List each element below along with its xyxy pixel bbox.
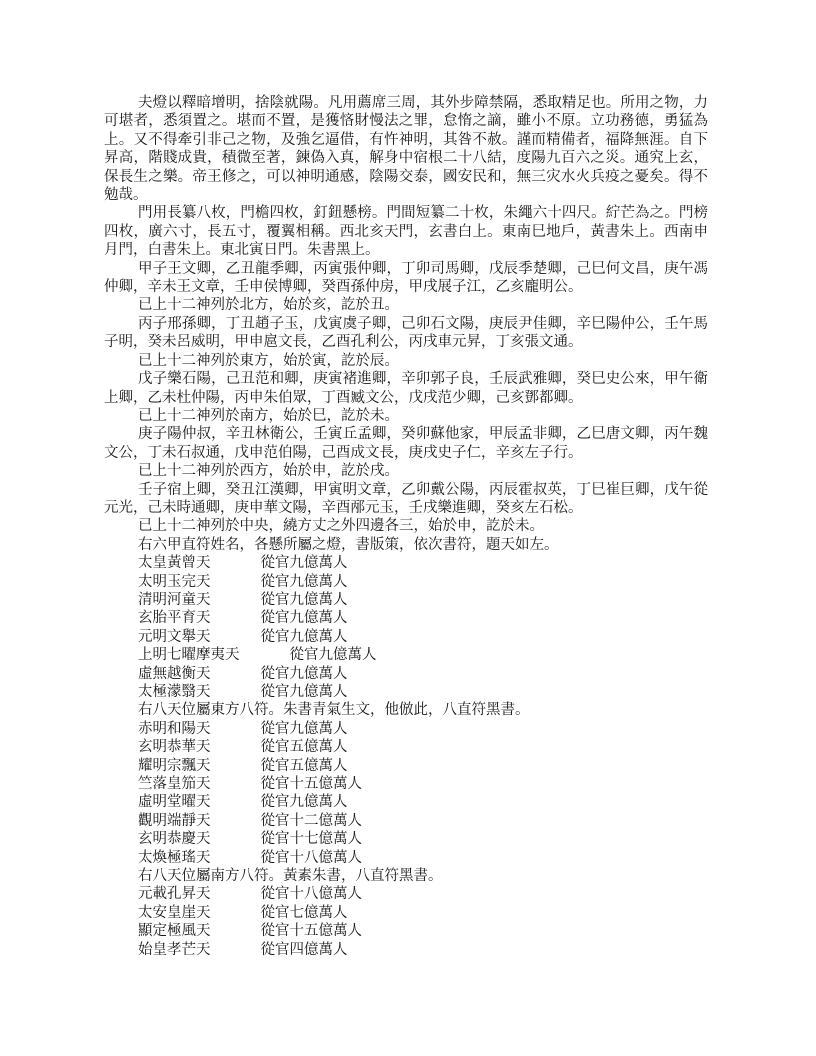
retinue-count: 從官十八億萬人 — [260, 849, 362, 866]
lamp-list-west — [104, 885, 708, 959]
body-paragraph: 已上十二神列於北方，始於亥，訖於丑。 — [138, 297, 399, 314]
heaven-name: 耀明宗飄天 — [138, 757, 211, 774]
lamp-row — [104, 738, 708, 756]
body-paragraph: 壬子宿上卿，癸丑江漢卿，甲寅明文章，乙卯戴公陽，丙辰霍叔英，丁巳崔巨卿，戊午從元光，己未時通卿，庚申華文陽，辛酉邴元玉，壬戌樂進卿，癸亥左石松。 — [104, 481, 708, 516]
retinue-count: 從官十八億萬人 — [260, 886, 362, 903]
lamp-row — [104, 554, 708, 572]
retinue-count: 從官九億萬人 — [260, 665, 348, 682]
lamp-row — [104, 683, 708, 701]
retinue-count: 從官十二億萬人 — [260, 812, 362, 829]
heaven-name: 顯定極風天 — [138, 923, 211, 940]
text-content — [104, 94, 708, 959]
lamp-row — [104, 665, 708, 683]
body-paragraph: 庚子陽仲叔，辛丑林衛公，壬寅丘孟卿，癸卯蘇他家，甲辰孟非卿，乙巳唐文卿，丙午魏文公，丁未石叔通，戊申范伯陽，己酉成文長，庚戌史子仁，辛亥左子行。 — [104, 426, 708, 461]
lamp-row — [104, 609, 708, 627]
lamp-row — [104, 941, 708, 959]
lamp-row — [104, 885, 708, 903]
body-paragraph: 已上十二神列於東方，始於寅，訖於辰。 — [138, 352, 399, 369]
lamp-row — [104, 646, 708, 664]
heaven-name: 太安皇崖天 — [138, 904, 211, 921]
retinue-count: 從官十五億萬人 — [260, 776, 362, 793]
retinue-count: 從官九億萬人 — [289, 647, 377, 664]
lamp-row — [104, 922, 708, 940]
lamp-row — [104, 775, 708, 793]
heaven-name: 虛無越衡天 — [138, 665, 211, 682]
heaven-name: 元明文舉天 — [138, 628, 211, 645]
heaven-name: 太極濛翳天 — [138, 684, 211, 700]
lamp-list-south — [104, 720, 708, 886]
retinue-count: 從官十五億萬人 — [260, 923, 362, 940]
heaven-name: 太明玉完天 — [138, 573, 211, 590]
region-note: 右八天位屬南方八符。黃素朱書，八直符黑書。 — [138, 868, 443, 885]
heaven-name: 太煥極瑤天 — [138, 849, 211, 866]
retinue-count: 從官十七億萬人 — [260, 831, 362, 848]
lamp-row — [104, 830, 708, 848]
retinue-count: 從官五億萬人 — [260, 739, 348, 756]
lamp-row — [104, 904, 708, 922]
region-note: 右八天位屬東方八符。朱書青氣生文，他倣此，八直符黑書。 — [138, 702, 530, 719]
retinue-count: 從官九億萬人 — [260, 794, 348, 811]
retinue-count: 從官四億萬人 — [260, 941, 348, 958]
retinue-count: 從官九億萬人 — [260, 573, 348, 590]
retinue-count: 從官九億萬人 — [260, 555, 348, 572]
lamp-row — [104, 573, 708, 591]
body-paragraph: 甲子王文卿，乙丑龍季卿，丙寅張仲卿，丁卯司馬卿，戊辰季楚卿，己巳何文昌，庚午馮仲卿，辛未王文章，壬申侯博卿，癸酉孫仲房，甲戌展子江，乙亥龐明公。 — [104, 260, 708, 296]
retinue-count: 從官九億萬人 — [260, 591, 348, 608]
retinue-count: 從官七億萬人 — [260, 904, 348, 921]
lamp-row — [104, 628, 708, 646]
heaven-name: 清明河童天 — [138, 591, 211, 608]
lamp-row — [104, 720, 708, 738]
retinue-count: 從官五億萬人 — [260, 757, 348, 774]
body-paragraph: 已上十二神列於南方，始於巳，訖於未。 — [138, 407, 399, 424]
body-paragraph: 夫燈以釋暗增明，捨陰就陽。凡用薦席三周，其外步障禁隔，悉取精足也。所用之物，力可堪者，悉須置之。堪而不置，是獲悋財慢法之罪，怠惰之謫，雖小不原。立功務德，勇猛為上。又不得牽引非己之物，及強乞逼借，有忤神明，其咎不赦。謹而精備者，福降無涯。自下昇高，階賤成貴，積微至著，鍊偽入真，解身中宿根二十八結，度陽九百六之災。通究上玄，保長生之樂。帝王修之，可以神明通感，陰陽交泰，國安民和，無三灾水火兵疫之憂矣。得不勉哉。 — [104, 95, 708, 204]
body-paragraph: 門用長纂八枚，門檐四枚，釘鈕懸榜。門間短纂二十枚，朱繩六十四尺。紵芒為之。門榜四枚，廣六寸，長五寸，覆翼相稱。西北亥天門，玄書白上。東南巳地戶，黃書朱上。西南申月門，白書朱上。東北寅日門。朱書黑上。 — [104, 205, 708, 259]
lamp-list-east — [104, 554, 708, 720]
lamp-row — [104, 812, 708, 830]
heaven-name: 始皇孝芒天 — [138, 941, 211, 958]
lamp-row — [104, 849, 708, 867]
heaven-name: 觀明端靜天 — [138, 812, 211, 829]
heaven-name: 竺落皇笳天 — [138, 776, 211, 793]
retinue-count: 從官九億萬人 — [260, 628, 348, 645]
heaven-name: 玄明恭華天 — [138, 739, 211, 756]
body-paragraph: 戊子樂石陽，己丑范和卿，庚寅褚進卿，辛卯郭子良，壬辰武雅卿，癸巳史公來，甲午衛上卿，乙未杜仲陽，丙申朱伯眾，丁酉臧文公，戊戌范少卿，己亥鄧都卿。 — [104, 371, 708, 406]
heaven-name: 元載孔昇天 — [138, 886, 211, 903]
retinue-count: 從官九億萬人 — [260, 684, 348, 700]
retinue-count: 從官九億萬人 — [260, 720, 348, 737]
retinue-count: 從官九億萬人 — [260, 610, 348, 627]
lamp-row — [104, 793, 708, 811]
heaven-name: 赤明和陽天 — [138, 720, 211, 737]
heaven-name: 玄明恭慶天 — [138, 831, 211, 848]
heaven-name: 太皇黃曾天 — [138, 555, 211, 572]
body-paragraph: 已上十二神列於西方，始於申，訖於戌。 — [138, 463, 399, 480]
body-paragraph: 丙子邢孫卿，丁丑趙子玉，戊寅虞子卿，己卯石文陽，庚辰尹佳卿，辛巳陽仲公，壬午馬子明，癸未呂威明，甲申扈文長，乙酉孔利公，丙戌車元昇，丁亥張文通。 — [104, 315, 708, 351]
lamp-row — [104, 757, 708, 775]
heaven-name: 虛明堂曜天 — [138, 794, 211, 811]
lamp-row — [104, 591, 708, 609]
heaven-name: 上明七曜摩夷天 — [138, 647, 240, 664]
heaven-name: 玄胎平育天 — [138, 610, 211, 627]
body-paragraph: 右六甲直符姓名，各懸所屬之燈，書版策，依次書符，題天如左。 — [138, 536, 559, 553]
body-paragraph: 已上十二神列於中央，繞方丈之外四邊各三，始於申，訖於未。 — [138, 518, 544, 535]
